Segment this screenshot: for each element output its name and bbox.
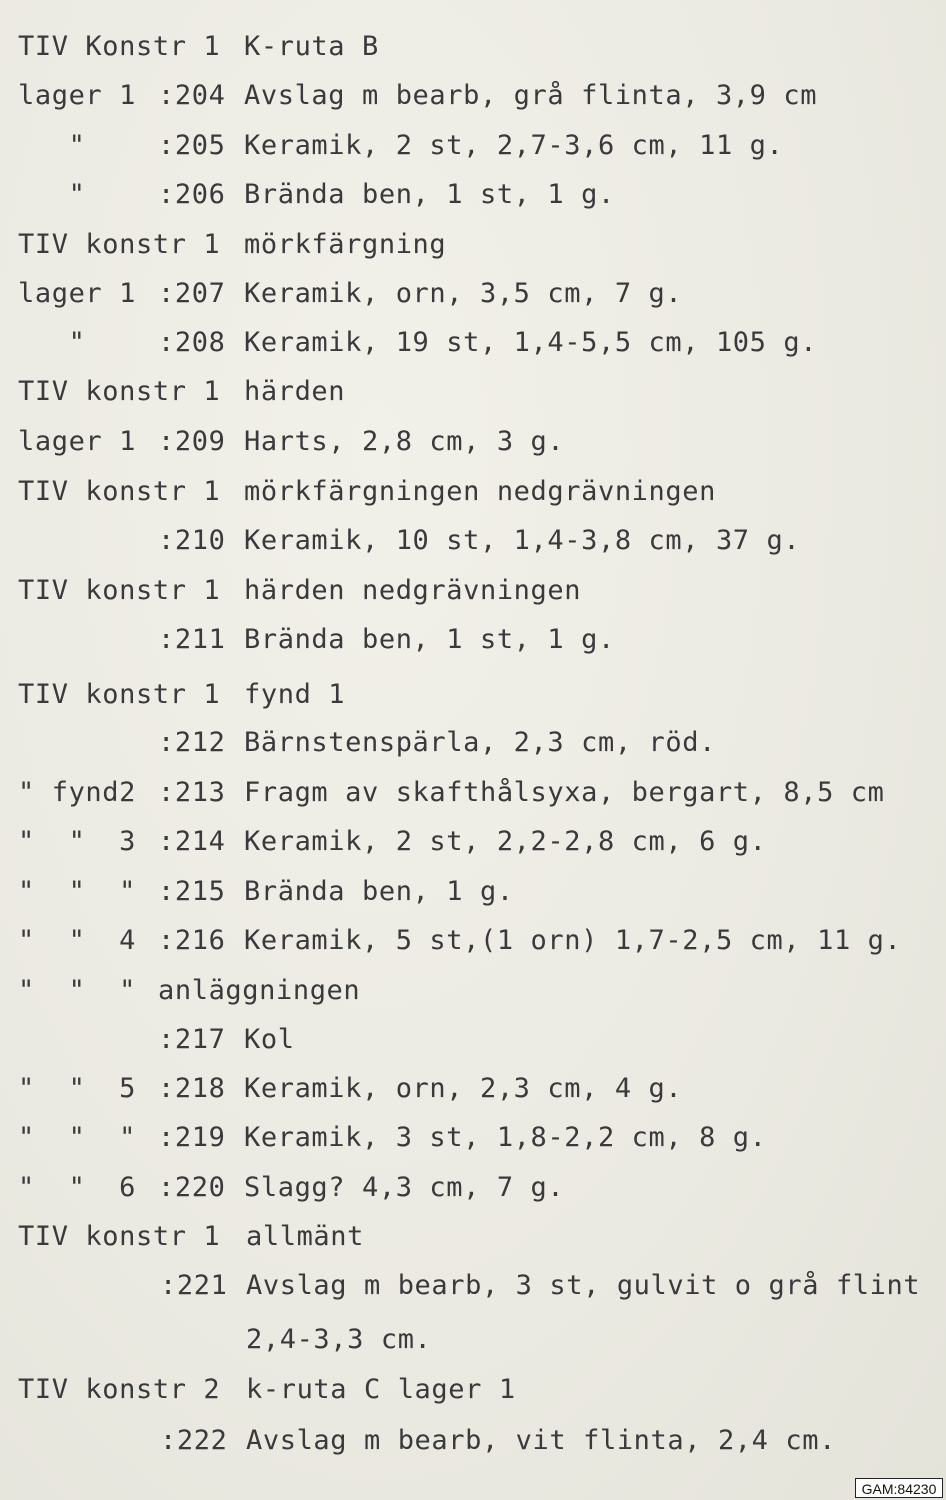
catalog-stamp: GAM:84230 [855,1478,943,1498]
entry-description: Keramik, 2 st, 2,7-3,6 cm, 11 g. [244,130,784,161]
entry-context: TIV konstr 1 [18,1221,221,1252]
entry-number: :207 [158,278,226,309]
entry-description: Kol [244,1024,295,1055]
entry-number: anläggningen [158,975,361,1006]
entry-description: härden [244,376,346,407]
entry-description: Keramik, 3 st, 1,8-2,2 cm, 8 g. [244,1122,767,1153]
entry-description: Brända ben, 1 st, 1 g. [244,624,615,655]
entry-number: :212 [158,727,226,758]
entry-description: mörkfärgningen nedgrävningen [244,476,716,507]
entry-context: lager 1 [18,80,136,111]
entry-number: :215 [158,876,226,907]
entry-number: :219 [158,1122,226,1153]
entry-description: Brända ben, 1 st, 1 g. [244,179,615,210]
entry-description: K-ruta B [244,31,379,62]
entry-description: fynd 1 [244,679,346,710]
entry-context: TIV konstr 1 [18,476,221,507]
entry-description: Bärnstenspärla, 2,3 cm, röd. [244,727,716,758]
entry-number: :209 [158,426,226,457]
entry-number: :211 [158,624,226,655]
entry-context: " [18,130,86,161]
entry-number: :221 [160,1270,228,1301]
entry-context: " [18,327,86,358]
entry-context: lager 1 [18,426,136,457]
entry-description: Keramik, orn, 2,3 cm, 4 g. [244,1073,683,1104]
entry-number: :218 [158,1073,226,1104]
entry-context: TIV konstr 1 [18,679,221,710]
entry-description: Avslag m bearb, 3 st, gulvit o grå flint [246,1270,921,1301]
entry-number: :216 [158,925,226,956]
entry-context: lager 1 [18,278,136,309]
entry-number: :210 [158,525,226,556]
entry-description: k-ruta C lager 1 [246,1374,516,1405]
entry-context: " " 6 [18,1172,136,1203]
entry-number: :205 [158,130,226,161]
entry-context: TIV konstr 1 [18,376,221,407]
entry-number: :214 [158,826,226,857]
entry-description: Keramik, 10 st, 1,4-3,8 cm, 37 g. [244,525,801,556]
entry-context: TIV konstr 2 [18,1374,221,1405]
entry-number: :220 [158,1172,226,1203]
entry-context: " " 5 [18,1073,136,1104]
entry-description: Avslag m bearb, vit flinta, 2,4 cm. [246,1425,836,1456]
entry-number: :208 [158,327,226,358]
entry-description: Slagg? 4,3 cm, 7 g. [244,1172,565,1203]
entry-description: Avslag m bearb, grå flinta, 3,9 cm [244,80,818,111]
entry-number: :213 [158,777,226,808]
entry-description: mörkfärgning [244,229,447,260]
entry-context: " " " [18,1122,136,1153]
entry-context: TIV konstr 1 [18,575,221,606]
entry-number: :204 [158,80,226,111]
entry-context: TIV Konstr 1 [18,31,221,62]
entry-description: härden nedgrävningen [244,575,582,606]
entry-description: Keramik, 19 st, 1,4-5,5 cm, 105 g. [244,327,818,358]
entry-description: 2,4-3,3 cm. [246,1324,432,1355]
entry-description: Keramik, 2 st, 2,2-2,8 cm, 6 g. [244,826,767,857]
entry-context: " " " [18,975,136,1006]
entry-context: " " 4 [18,925,136,956]
entry-description: Harts, 2,8 cm, 3 g. [244,426,565,457]
entry-context: " " 3 [18,826,136,857]
entry-context: " " " [18,876,136,907]
entry-number: :206 [158,179,226,210]
entry-description: Keramik, 5 st,(1 orn) 1,7-2,5 cm, 11 g. [244,925,902,956]
entry-number: :222 [160,1425,228,1456]
entry-context: TIV konstr 1 [18,229,221,260]
entry-number: :217 [158,1024,226,1055]
entry-description: allmänt [246,1221,364,1252]
entry-description: Fragm av skafthålsyxa, bergart, 8,5 cm [244,777,885,808]
entry-description: Brända ben, 1 g. [244,876,514,907]
entry-description: Keramik, orn, 3,5 cm, 7 g. [244,278,683,309]
entry-context: " fynd2 [18,777,136,808]
entry-context: " [18,179,86,210]
